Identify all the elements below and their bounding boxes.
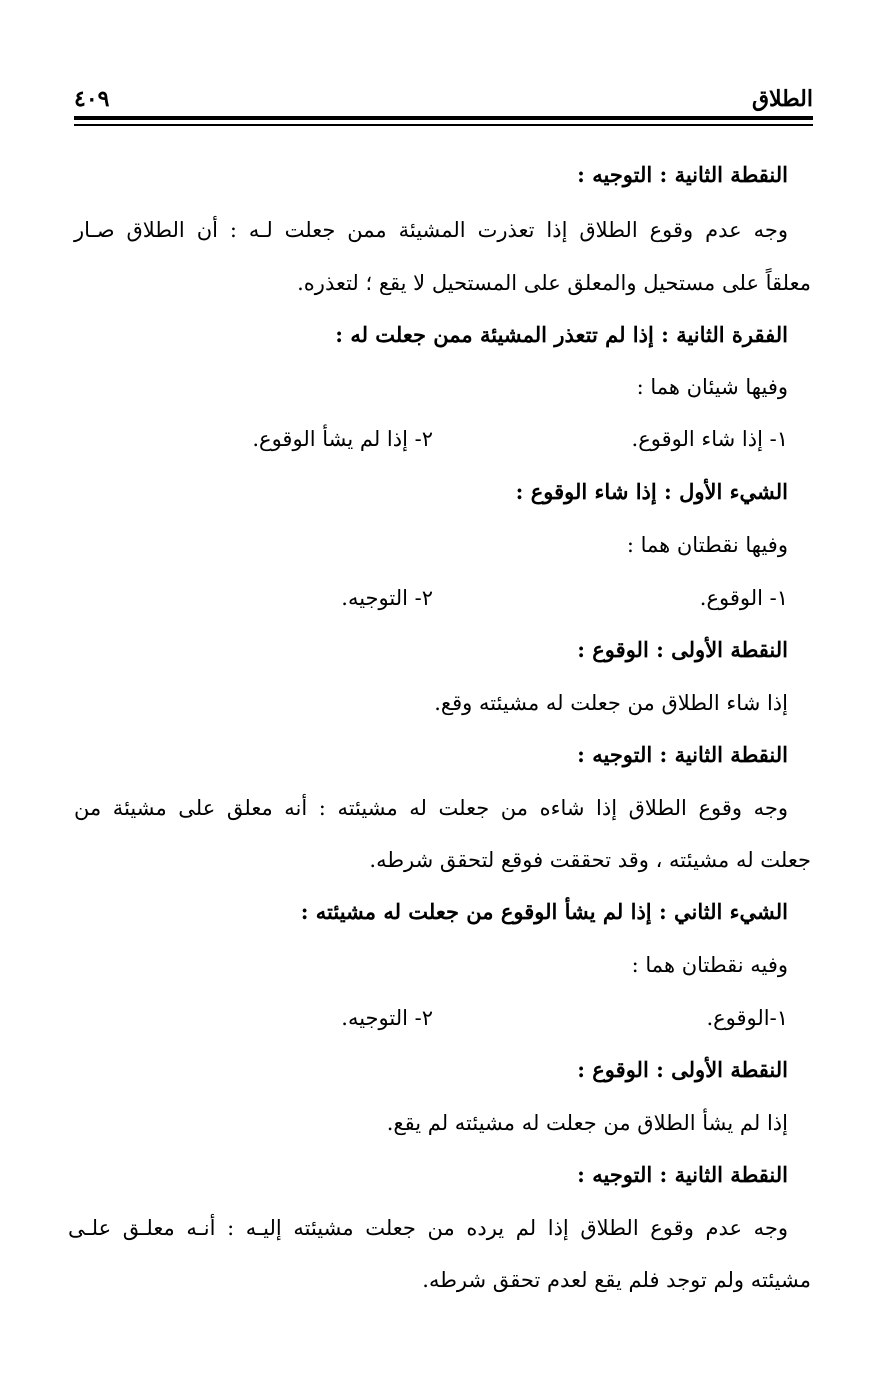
heading-point-two-guidance: النقطة الثانية : التوجيه : <box>577 742 788 767</box>
paragraph-line: وجه عدم وقوع الطلاق إذا تعذرت المشيئة ممن جعلت لـه : أن الطلاق صـار <box>74 218 788 242</box>
list-item: ١-الوقوع. <box>706 1006 788 1030</box>
heading-point-two-guidance: النقطة الثانية : التوجيه : <box>577 162 788 187</box>
paragraph-line: وجه عدم وقوع الطلاق إذا لم يرده من جعلت مشيئته إليـه : أنـه معلـق علـى <box>68 1216 788 1240</box>
heading-point-one-occurrence: النقطة الأولى : الوقوع : <box>577 637 788 662</box>
heading-paragraph-two: الفقرة الثانية : إذا لم تتعذر المشيئة ممن جعلت له : <box>335 322 788 347</box>
list-item: ١- الوقوع. <box>699 586 788 610</box>
list-item: ١- إذا شاء الوقوع. <box>631 427 788 451</box>
text-line: وفيه نقطتان هما : <box>631 953 788 977</box>
paragraph-line: مشيئته ولم توجد فلم يقع لعدم تحقق شرطه. <box>422 1268 811 1292</box>
heading-second-thing: الشيء الثاني : إذا لم يشأ الوقوع من جعلت له مشيئته : <box>300 899 788 924</box>
chapter-title: الطلاق <box>751 86 813 112</box>
text-line: وفيها شيئان هما : <box>636 375 788 399</box>
header-rule-thick <box>74 116 813 120</box>
heading-point-one-occurrence: النقطة الأولى : الوقوع : <box>577 1057 788 1082</box>
list-item: ٢- التوجيه. <box>341 1006 433 1030</box>
list-item: ٢- التوجيه. <box>341 586 433 610</box>
paragraph-line: معلقاً على مستحيل والمعلق على المستحيل لا يقع ؛ لتعذره. <box>297 271 811 295</box>
heading-first-thing: الشيء الأول : إذا شاء الوقوع : <box>515 479 788 504</box>
text-line: إذا لم يشأ الطلاق من جعلت له مشيئته لم يقع. <box>386 1111 788 1135</box>
text-line: وفيها نقطتان هما : <box>626 533 788 557</box>
header-rule-thin <box>74 124 813 126</box>
paragraph-line: جعلت له مشيئته ، وقد تحققت فوقع لتحقق شرطه. <box>369 848 811 872</box>
list-item: ٢- إذا لم يشأ الوقوع. <box>252 427 433 451</box>
text-line: إذا شاء الطلاق من جعلت له مشيئته وقع. <box>434 691 788 715</box>
heading-point-two-guidance: النقطة الثانية : التوجيه : <box>577 1162 788 1187</box>
paragraph-line: وجه وقوع الطلاق إذا شاءه من جعلت له مشيئته : أنه معلق على مشيئة من <box>74 796 788 820</box>
page-number: ٤٠٩ <box>74 86 110 112</box>
